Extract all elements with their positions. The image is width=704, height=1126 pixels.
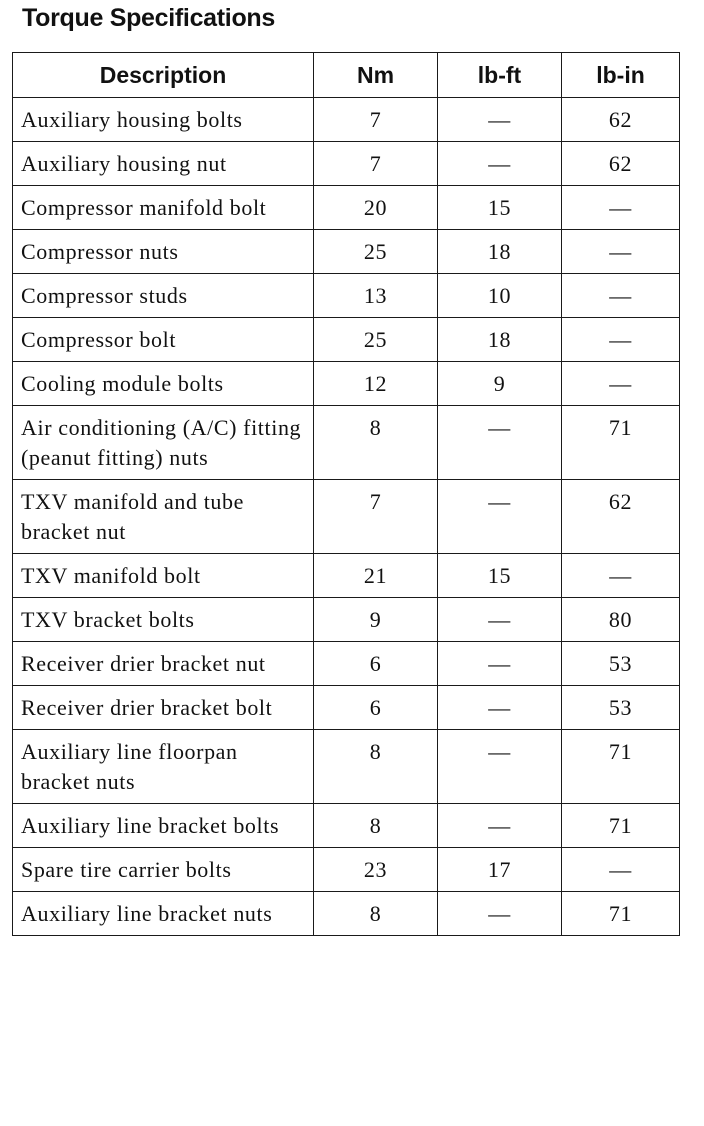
- cell-description: Compressor nuts: [13, 230, 314, 274]
- cell-description: Receiver drier bracket bolt: [13, 686, 314, 730]
- cell-lb-in: —: [562, 848, 680, 892]
- cell-lb-in: 80: [562, 598, 680, 642]
- page-title: Torque Specifications: [22, 4, 276, 32]
- cell-nm: 8: [314, 406, 438, 480]
- cell-description: Compressor studs: [13, 274, 314, 318]
- header-lb-in: lb-in: [562, 53, 680, 98]
- table-row: [13, 362, 680, 406]
- cell-lb-ft: —: [438, 892, 562, 936]
- cell-nm: 20: [314, 186, 438, 230]
- cell-lb-in: —: [562, 274, 680, 318]
- cell-nm: 12: [314, 362, 438, 406]
- cell-nm: 7: [314, 480, 438, 554]
- cell-description: TXV manifold bolt: [13, 554, 314, 598]
- cell-description: Compressor manifold bolt: [13, 186, 314, 230]
- table-row: [13, 98, 680, 142]
- cell-lb-in: —: [562, 318, 680, 362]
- cell-lb-in: 71: [562, 892, 680, 936]
- cell-lb-in: 71: [562, 804, 680, 848]
- cell-lb-in: 53: [562, 642, 680, 686]
- table-row: [13, 480, 680, 554]
- cell-lb-ft: 18: [438, 230, 562, 274]
- cell-nm: 8: [314, 730, 438, 804]
- cell-lb-ft: —: [438, 804, 562, 848]
- cell-lb-in: 62: [562, 480, 680, 554]
- header-lb-ft: lb-ft: [438, 53, 562, 98]
- table-row: [13, 142, 680, 186]
- cell-lb-ft: —: [438, 598, 562, 642]
- table-row: [13, 274, 680, 318]
- cell-lb-in: 71: [562, 406, 680, 480]
- table-row: [13, 804, 680, 848]
- cell-description: Compressor bolt: [13, 318, 314, 362]
- torque-spec-table: [12, 52, 680, 936]
- cell-lb-ft: —: [438, 406, 562, 480]
- cell-description: Air conditioning (A/C) fitting (peanut fitting) nuts: [13, 406, 314, 480]
- cell-description: TXV manifold and tube bracket nut: [13, 480, 314, 554]
- cell-description: Auxiliary line bracket nuts: [13, 892, 314, 936]
- cell-nm: 21: [314, 554, 438, 598]
- table-row: [13, 406, 680, 480]
- cell-nm: 25: [314, 318, 438, 362]
- table-row: [13, 230, 680, 274]
- cell-lb-in: —: [562, 362, 680, 406]
- cell-nm: 7: [314, 98, 438, 142]
- cell-nm: 7: [314, 142, 438, 186]
- cell-lb-in: —: [562, 554, 680, 598]
- cell-description: Auxiliary housing bolts: [13, 98, 314, 142]
- cell-nm: 6: [314, 642, 438, 686]
- cell-description: Auxiliary housing nut: [13, 142, 314, 186]
- cell-lb-ft: —: [438, 686, 562, 730]
- table-body: [13, 98, 680, 936]
- cell-lb-ft: —: [438, 480, 562, 554]
- cell-nm: 8: [314, 804, 438, 848]
- cell-description: TXV bracket bolts: [13, 598, 314, 642]
- table-row: [13, 686, 680, 730]
- table-row: [13, 598, 680, 642]
- cell-lb-ft: 18: [438, 318, 562, 362]
- cell-nm: 9: [314, 598, 438, 642]
- cell-lb-ft: 10: [438, 274, 562, 318]
- cell-lb-ft: 15: [438, 186, 562, 230]
- table-header-row: [13, 53, 680, 98]
- table-row: [13, 186, 680, 230]
- cell-lb-ft: 9: [438, 362, 562, 406]
- cell-lb-ft: —: [438, 98, 562, 142]
- cell-description: Auxiliary line floorpan bracket nuts: [13, 730, 314, 804]
- cell-nm: 13: [314, 274, 438, 318]
- cell-lb-in: 53: [562, 686, 680, 730]
- cell-nm: 8: [314, 892, 438, 936]
- cell-lb-in: 62: [562, 98, 680, 142]
- table-row: [13, 318, 680, 362]
- table-row: [13, 848, 680, 892]
- header-nm: Nm: [314, 53, 438, 98]
- cell-nm: 23: [314, 848, 438, 892]
- cell-lb-ft: —: [438, 730, 562, 804]
- table-row: [13, 730, 680, 804]
- cell-lb-ft: 15: [438, 554, 562, 598]
- cell-lb-in: —: [562, 186, 680, 230]
- header-description: Description: [13, 53, 314, 98]
- cell-nm: 25: [314, 230, 438, 274]
- cell-description: Auxiliary line bracket bolts: [13, 804, 314, 848]
- cell-lb-ft: —: [438, 642, 562, 686]
- table-row: [13, 642, 680, 686]
- table-row: [13, 892, 680, 936]
- cell-nm: 6: [314, 686, 438, 730]
- cell-lb-ft: 17: [438, 848, 562, 892]
- cell-description: Cooling module bolts: [13, 362, 314, 406]
- table-row: [13, 554, 680, 598]
- cell-lb-in: 62: [562, 142, 680, 186]
- cell-description: Spare tire carrier bolts: [13, 848, 314, 892]
- cell-lb-in: —: [562, 230, 680, 274]
- cell-lb-ft: —: [438, 142, 562, 186]
- cell-lb-in: 71: [562, 730, 680, 804]
- cell-description: Receiver drier bracket nut: [13, 642, 314, 686]
